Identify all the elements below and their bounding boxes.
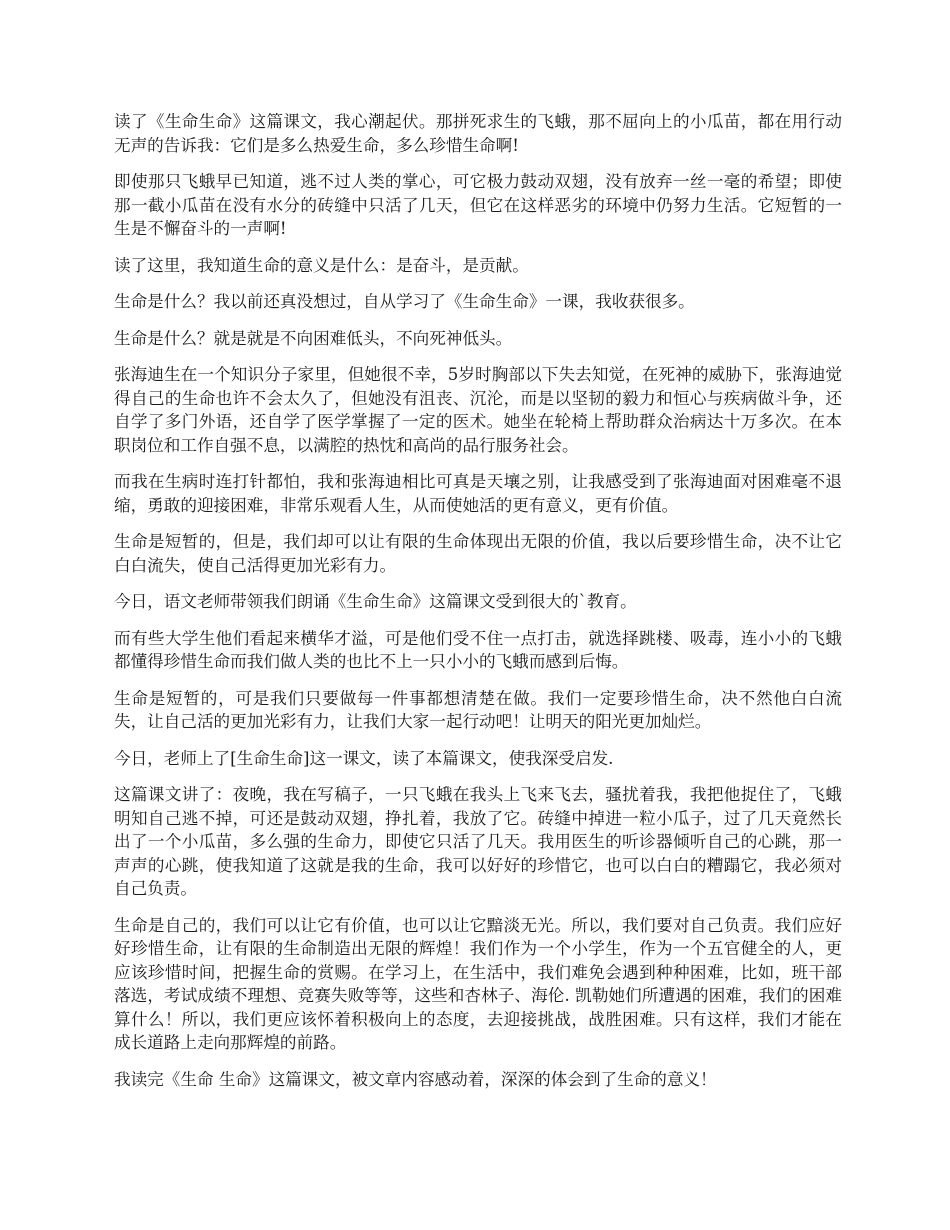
paragraph-15: 我读完《生命 生命》这篇课文，被文章内容感动着，深深的体会到了生命的意义！	[114, 1069, 717, 1089]
paragraph-12: 今日，老师上了[生命生命]这一课文，读了本篇课文，使我深受启发.	[114, 748, 614, 768]
paragraph-6: 张海迪生在一个知识分子家里，但她很不幸，5岁时胸部以下失去知觉，在死神的威胁下，张海迪觉得自己的生命也许不会太久了，但她没有沮丧、沉沦，而是以坚韧的毅力和恒心与疾病做斗争，还自学了多门外语，还自学了医学掌握了一定的医术。她坐在轮椅上帮助群众治病达十万多次。在本职岗位和工作自强不息，以满腔的热忱和高尚的品行服务社会。	[114, 365, 842, 455]
paragraph-2: 即使那只飞蛾早已知道，逃不过人类的掌心，可它极力鼓动双翅，没有放弃一丝一毫的希望；即使那一截小瓜苗在没有水分的砖缝中只活了几天，但它在这样恶劣的环境中仍努力生活。它短暂的一生是不懈奋斗的一声啊!	[114, 172, 842, 238]
paragraph-1: 读了《生命生命》这篇课文，我心潮起伏。那拼死求生的飞蛾，那不屈向上的小瓜苗，都在用行动无声的告诉我：它们是多么热爱生命，多么珍惜生命啊!	[114, 112, 842, 155]
document-body	[114, 110, 842, 1104]
paragraph-7: 而我在生病时连打针都怕，我和张海迪相比可真是天壤之别，让我感受到了张海迪面对困难毫不退缩，勇敢的迎接困难，非常乐观看人生，从而使她活的更有意义，更有价值。	[114, 472, 842, 515]
paragraph-4: 生命是什么？我以前还真没想过，自从学习了《生命生命》一课，我收获很多。	[114, 292, 695, 311]
paragraph-3: 读了这里，我知道生命的意义是什么：是奋斗，是贡献。	[114, 255, 529, 275]
paragraph-11: 生命是短暂的，可是我们只要做每一件事都想清楚在做。我们一定要珍惜生命，决不然他白白流失，让自己活的更加光彩有力，让我们大家一起行动吧！让明天的阳光更加灿烂。	[114, 688, 842, 731]
paragraph-8: 生命是短暂的，但是，我们却可以让有限的生命体现出无限的价值，我以后要珍惜生命，决不让它白白流失，使自己活得更加光彩有力。	[114, 532, 842, 575]
paragraph-9: 今日，语文老师带领我们朗诵《生命生命》这篇课文受到很大的`教育。	[114, 592, 637, 611]
paragraph-10: 而有些大学生他们看起来横华才溢，可是他们受不住一点打击，就选择跳楼、吸毒，连小小的飞蛾都懂得珍惜生命而我们做人类的也比不上一只小小的飞蛾而感到后悔。	[114, 628, 842, 671]
paragraph-5: 生命是什么？就是就是不向困难低头，不向死神低头。	[114, 328, 513, 348]
paragraph-14: 生命是自己的，我们可以让它有价值，也可以让它黯淡无光。所以，我们要对自己负责。我们应好好珍惜生命，让有限的生命制造出无限的辉煌！我们作为一个小学生，作为一个五官健全的人，更应该珍惜时间，把握生命的赏赐。在学习上，在生活中，我们难免会遇到种种困难，比如，班干部落选，考试成绩不理想、竞赛失败等等，这些和杏林子、海伦. 凯勒她们所遭遇的困难，我们的困难算什么！所以，我们更应该怀着积极向上的态度，去迎接挑战，战胜困难。只有这样，我们才能在成长道路上走向那辉煌的前路。	[114, 915, 842, 1052]
paragraph-13: 这篇课文讲了：夜晚，我在写稿子，一只飞蛾在我头上飞来飞去，骚扰着我，我把他捉住了，飞蛾明知自己逃不掉，可还是鼓动双翅，挣扎着，我放了它。砖缝中掉进一粒小瓜子，过了几天竟然长出了一个小瓜苗，多么强的生命力，即使它只活了几天。我用医生的听诊器倾听自己的心跳，那一声声的心跳，使我知道了这就是我的生命，我可以好好的珍惜它，也可以白白的糟蹋它，我必须对自己负责。	[114, 785, 842, 898]
